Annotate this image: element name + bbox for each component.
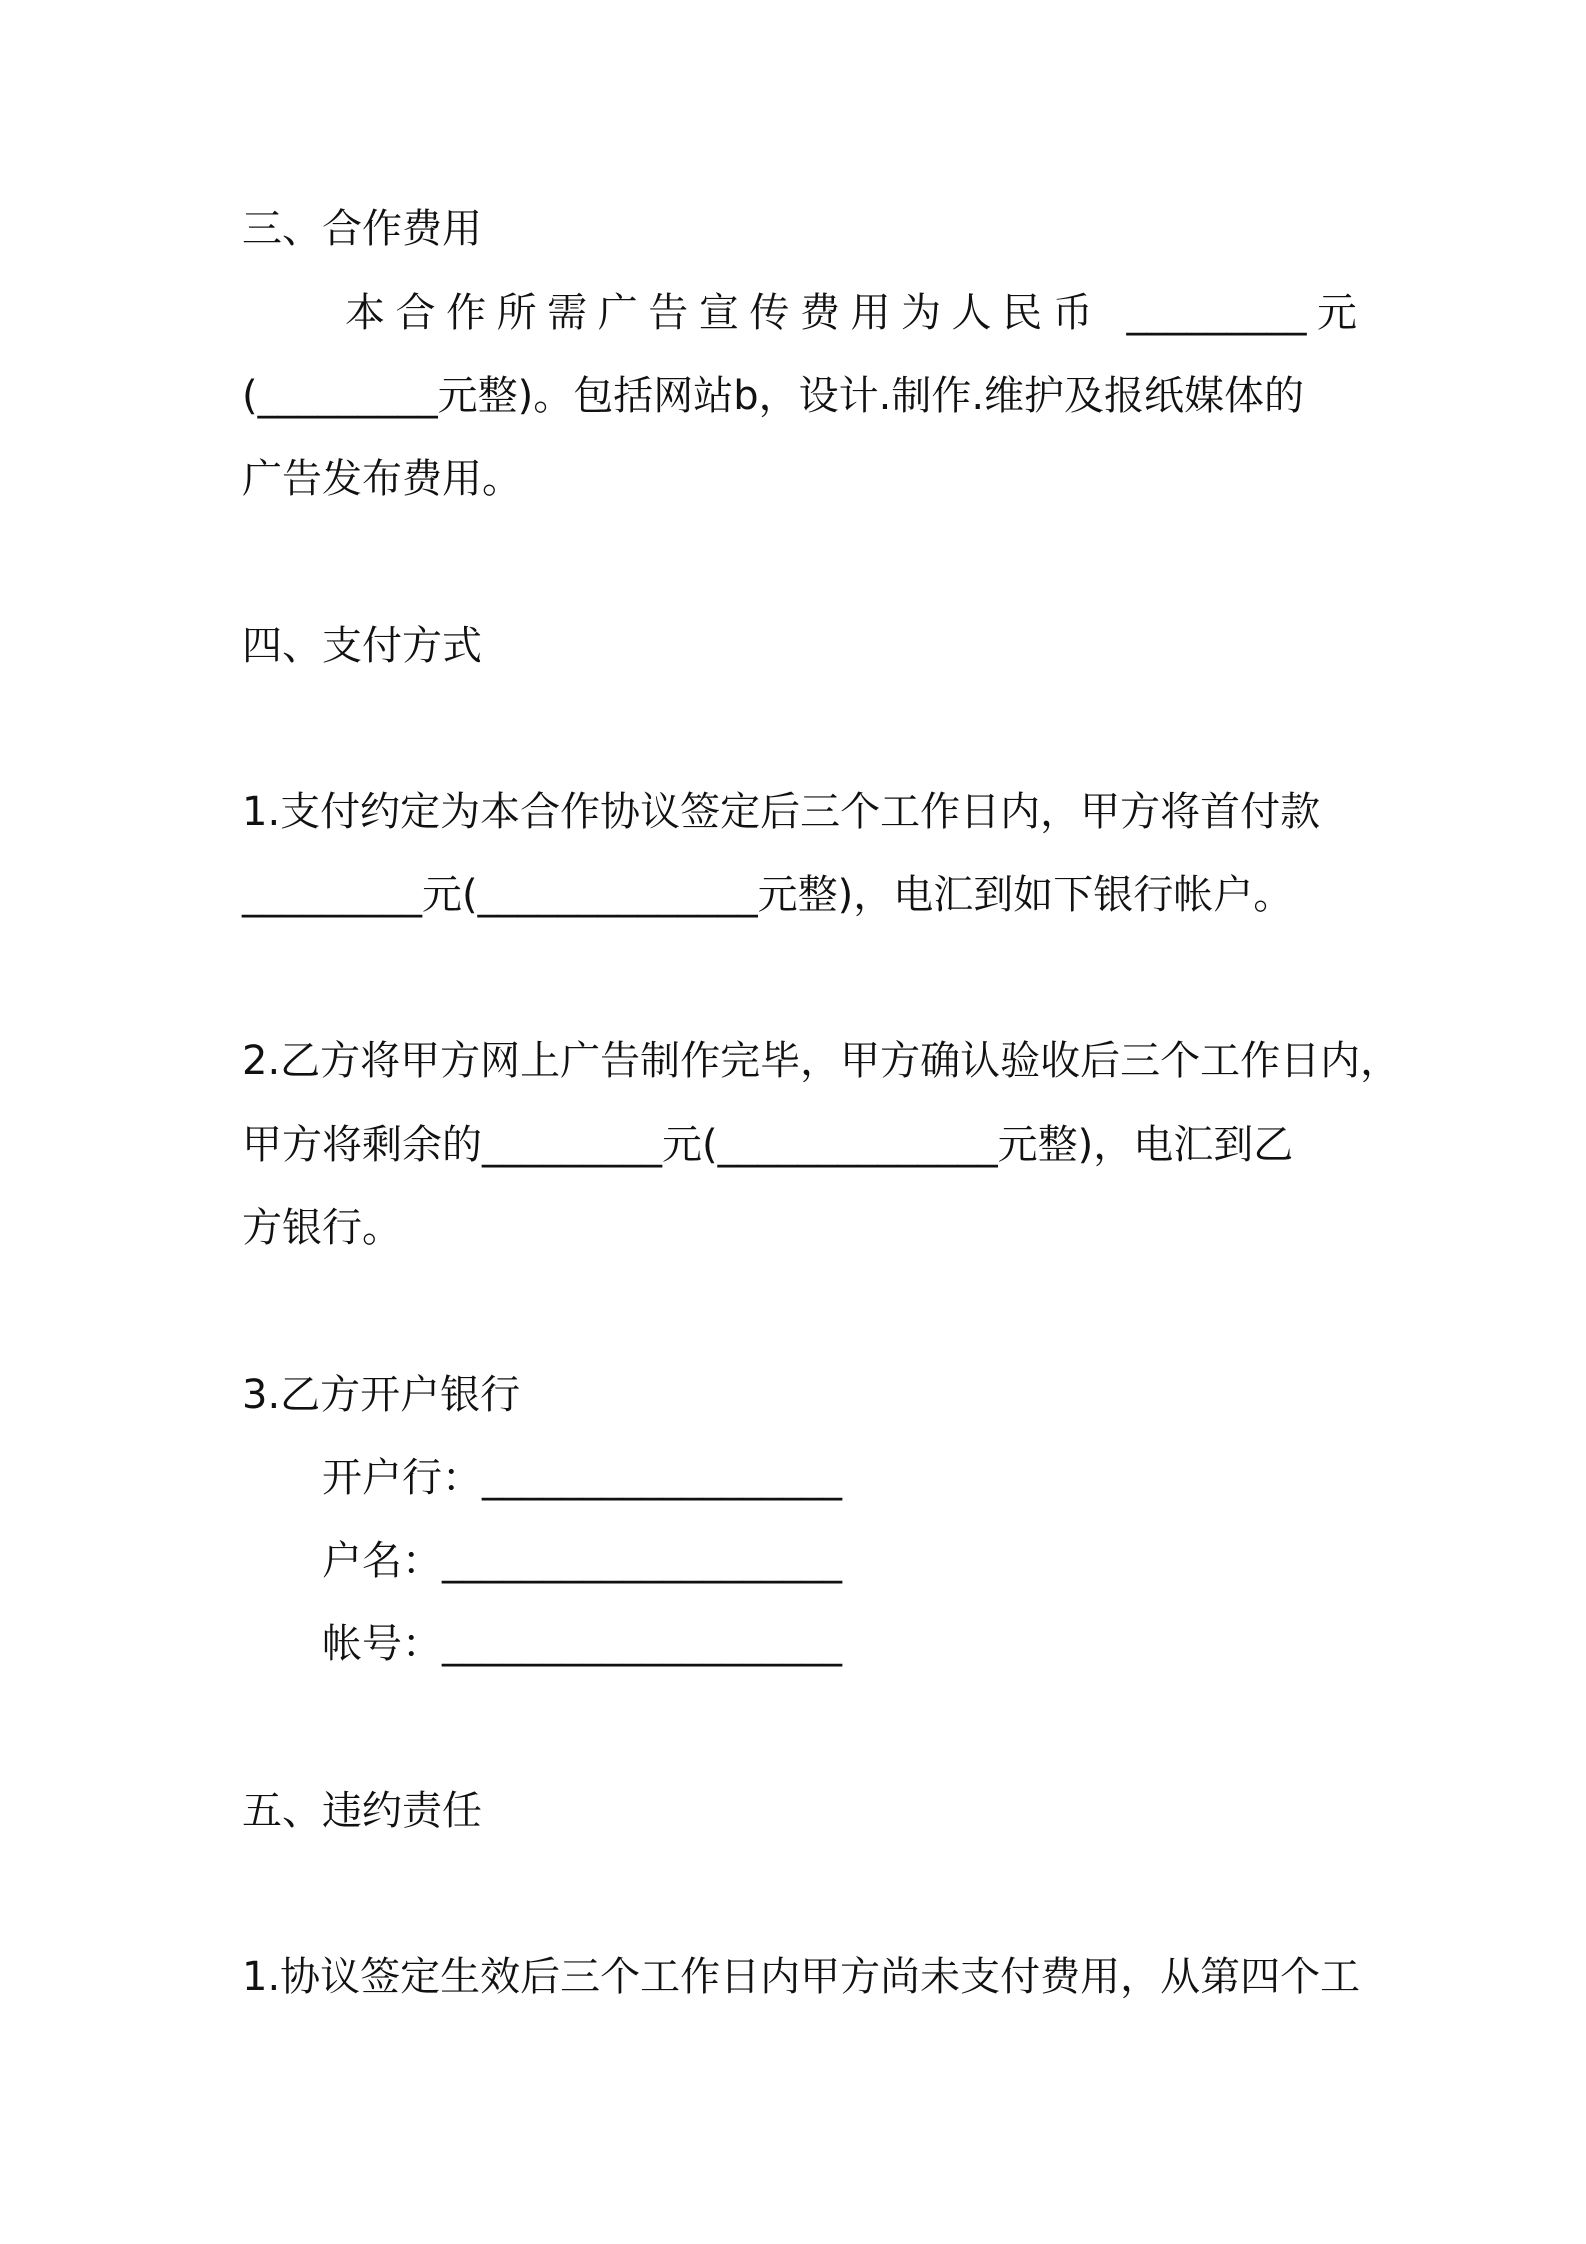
payment-item1-line-2: _________元(______________元整)，电汇到如下银行帐户。	[242, 872, 1294, 918]
breach-item1-line-1: 1.协议签定生效后三个工作日内甲方尚未支付费用，从第四个工	[242, 1954, 1361, 2000]
cost-paragraph-line-1: 本合作所需广告宣传费用为人民币 _________元	[345, 290, 1357, 336]
payment-item2-line-2: 甲方将剩余的_________元(______________元整)，电汇到乙	[242, 1122, 1294, 1168]
payment-item2-line-3: 方银行。	[242, 1205, 402, 1251]
cost-paragraph-line-3: 广告发布费用。	[242, 456, 522, 502]
cost-paragraph-line-2: (_________元整)。包括网站b，设计.制作.维护及报纸媒体的	[242, 373, 1305, 419]
payment-item3-title: 3.乙方开户银行	[242, 1372, 521, 1418]
payment-item2-line-1: 2.乙方将甲方网上广告制作完毕，甲方确认验收后三个工作日内，	[242, 1038, 1401, 1084]
payment-item1-line-1: 1.支付约定为本合作协议签定后三个工作日内，甲方将首付款	[242, 789, 1321, 835]
account-name-field: 户名：____________________	[322, 1538, 842, 1584]
section-heading-payment: 四、支付方式	[242, 623, 482, 669]
section-heading-breach: 五、违约责任	[242, 1788, 482, 1834]
account-number-field: 帐号：____________________	[322, 1621, 842, 1667]
section-heading-cost: 三、合作费用	[242, 206, 482, 252]
bank-branch-field: 开户行：__________________	[322, 1455, 842, 1501]
